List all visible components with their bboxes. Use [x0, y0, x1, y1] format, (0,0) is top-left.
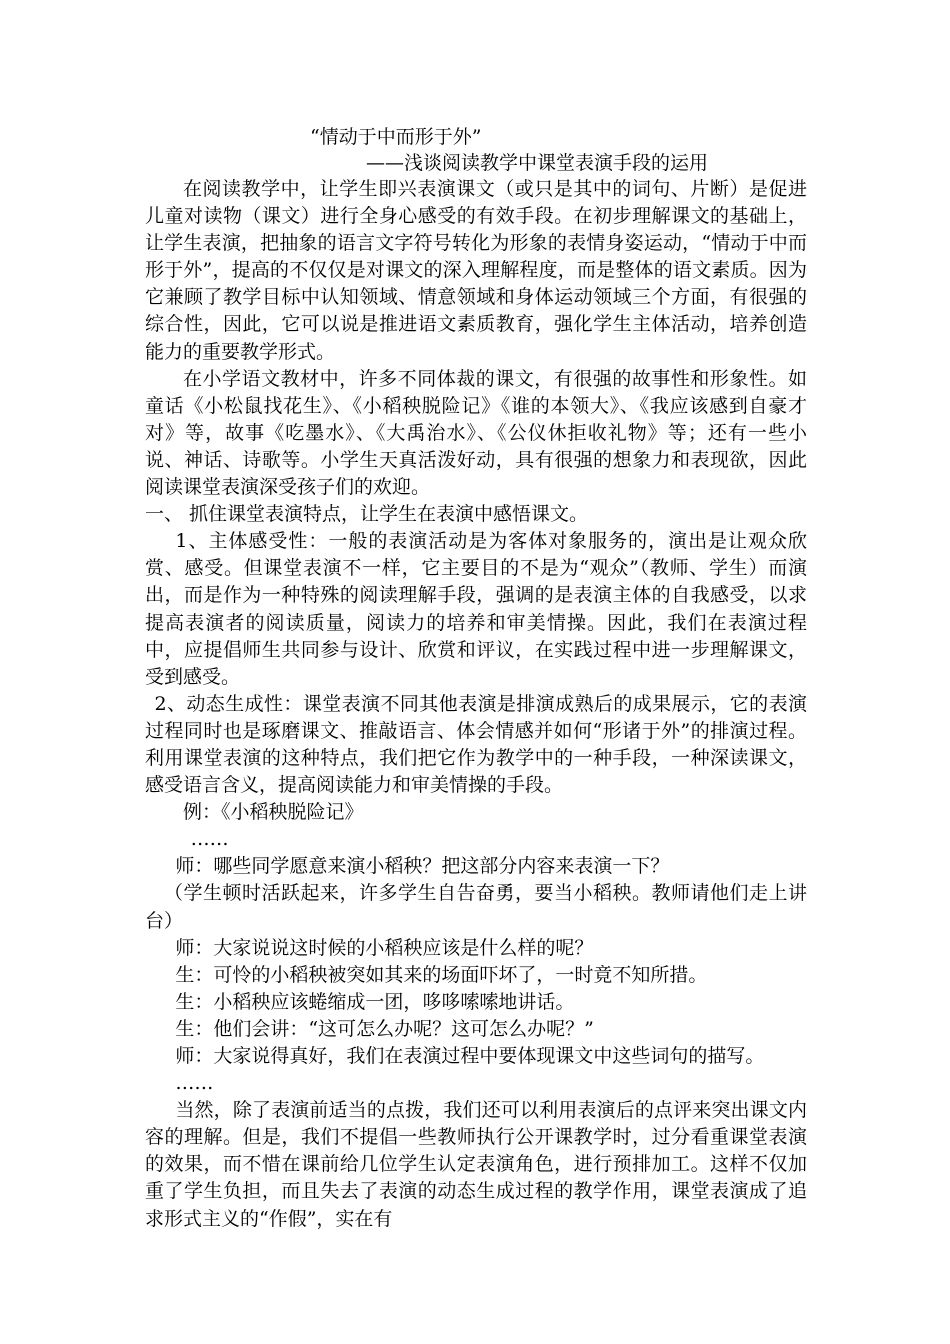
document-subtitle: ——浅谈阅读教学中课堂表演手段的运用: [366, 152, 709, 174]
body-paragraph: 当然，除了表演前适当的点拨，我们还可以利用表演后的点评来突出课文内容的理解。但是，我们不提倡一些教师执行公开课教学时，过分看重课堂表演的效果，而不惜在课前给几位学生认定表演角色，进行预排加工。这样不仅加重了学生负担，而且失去了表演的动态生成过程的教学作用，课堂表演成了追求形式主义的“作假”，实在有: [145, 1099, 807, 1230]
body-paragraph: 生：小稻秧应该蜷缩成一团，哆哆嗦嗦地讲话。: [175, 990, 575, 1013]
body-paragraph: （学生顿时活跃起来，许多学生自告奋勇，要当小稻秧。教师请他们走上讲台）: [145, 882, 807, 932]
body-paragraph: 在小学语文教材中，许多不同体裁的课文，有很强的故事性和形象性。如童话《小松鼠找花生》、《小稻秧脱险记》《谁的本领大》、《我应该感到自豪才对》等，故事《吃墨水》、《大禹治水》、《公仪休拒收礼物》等；还有一些小说、神话、诗歌等。小学生天真活泼好动，具有很强的想象力和表现欲，因此阅读课堂表演深受孩子们的欢迎。: [145, 367, 807, 499]
document-title: “情动于中而形于外”: [310, 126, 482, 148]
body-paragraph: 师：大家说说这时候的小稻秧应该是什么样的呢？: [175, 936, 594, 959]
body-paragraph: 1、主体感受性：一般的表演活动是为客体对象服务的，演出是让观众欣赏、感受。但课堂表演不一样，它主要目的不是为“观众”（教师、学生）而演出，而是作为一种特殊的阅读理解手段，强调的是表演主体的自我感受，以求提高表演者的阅读质量，阅读力的培养和审美情操。因此，我们在表演过程中，应提倡师生共同参与设计、欣赏和评议，在实践过程中进一步理解课文，受到感受。: [145, 530, 807, 688]
body-paragraph: ……: [190, 828, 229, 851]
document-body: [145, 176, 807, 1233]
body-paragraph: 师：哪些同学愿意来演小稻秧？把这部分内容来表演一下？: [175, 855, 670, 878]
body-paragraph: 例：《小稻秧脱险记》: [183, 801, 364, 824]
body-paragraph: 一、 抓住课堂表演特点，让学生在表演中感悟课文。: [145, 503, 589, 526]
body-paragraph: 2、动态生成性：课堂表演不同其他表演是排演成熟后的成果展示，它的表演过程同时也是琢磨课文、推敲语言、体会情感并如何“形诸于外”的排演过程。利用课堂表演的这种特点，我们把它作为教学中的一种手段，一种深读课文，感受语言含义，提高阅读能力和审美情操的手段。: [145, 692, 807, 797]
body-paragraph: 在阅读教学中，让学生即兴表演课文（或只是其中的词句、片断）是促进儿童对读物（课文）进行全身心感受的有效手段。在初步理解课文的基础上，让学生表演，把抽象的语言文字符号转化为形象的表情身姿运动，“情动于中而形于外”，提高的不仅仅是对课文的深入理解程度，而是整体的语文素质。因为它兼顾了教学目标中认知领域、情意领域和身体运动领域三个方面，有很强的综合性，因此，它可以说是推进语文素质教育，强化学生主体活动，培养创造能力的重要教学形式。: [145, 178, 807, 363]
body-paragraph: 师：大家说得真好，我们在表演过程中要体现课文中这些词句的描写。: [175, 1045, 765, 1067]
body-paragraph: ……: [175, 1072, 214, 1095]
body-paragraph: 生：他们会讲：“这可怎么办呢？这可怎么办呢？”: [175, 1017, 594, 1040]
body-paragraph: 生：可怜的小稻秧被突如其来的场面吓坏了，一时竟不知所措。: [175, 963, 708, 986]
